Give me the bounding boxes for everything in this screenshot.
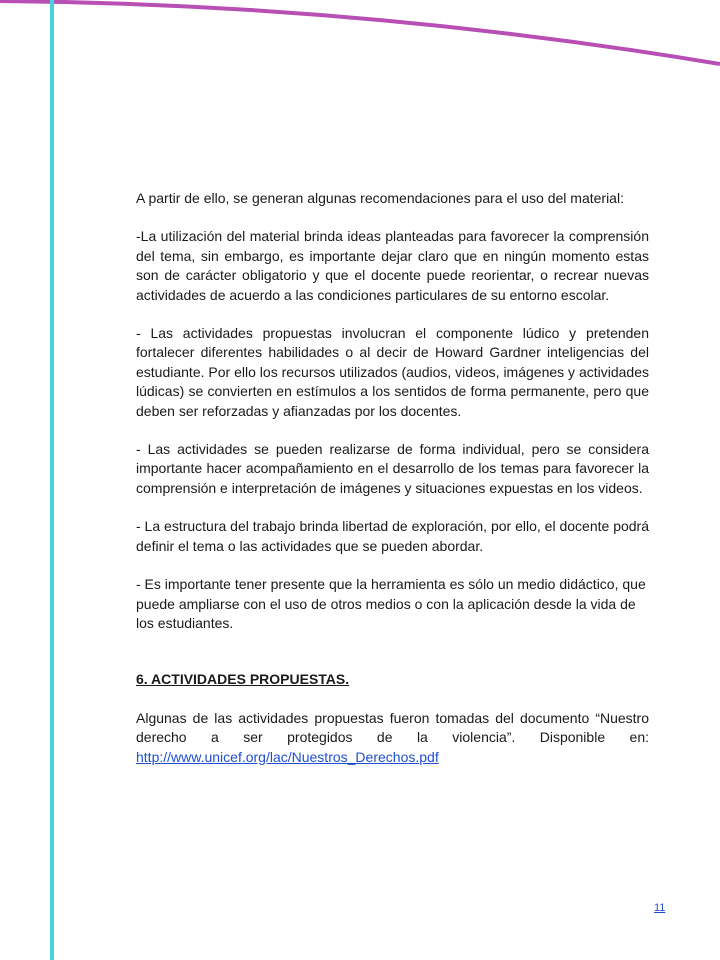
source-link[interactable]: http://www.unicef.org/lac/Nuestros_Derechos.pdf xyxy=(136,748,439,765)
decorative-curve xyxy=(0,0,720,100)
page-number: 11 xyxy=(654,902,666,914)
recommendation-3: - Las actividades se pueden realizarse de forma individual, pero se considera importante hacer acompañamiento en el desarrollo de los temas para favorecer la comprensión e interpretación de imágenes y situaciones expuestas en los videos. xyxy=(136,441,649,496)
left-margin-line xyxy=(50,0,54,960)
recommendation-1: -La utilización del material brinda ideas planteadas para favorecer la comprensión del tema, sin embargo, es importante dejar claro que en ningún momento estas son de carácter obligatorio y que el docente puede reorientar, o recrear nuevas actividades de acuerdo a las condiciones particulares de su entorno escolar. xyxy=(136,228,649,303)
recommendation-2: - Las actividades propuestas involucran el componente lúdico y pretenden fortalecer diferentes habilidades o al decir de Howard Gardner inteligencias del estudiante. Por ello los recursos utilizados (audios, videos, imágenes y actividades lúdicas) se convierten en estímulos a los sentidos de forma permanente, pero que deben ser reforzadas y afianzadas por los docentes. xyxy=(136,325,649,419)
intro-paragraph: A partir de ello, se generan algunas recomendaciones para el uso del material: xyxy=(136,190,624,206)
recommendation-5: - Es importante tener presente que la herramienta es sólo un medio didáctico, que puede ampliarse con el uso de otros medios o con la aplicación desde la vida de los estudiantes. xyxy=(136,576,646,631)
source-paragraph xyxy=(136,709,649,767)
document-body xyxy=(136,189,649,767)
section-heading: 6. ACTIVIDADES PROPUESTAS. xyxy=(136,671,350,688)
source-text: Algunas de las actividades propuestas fueron tomadas del documento “Nuestro derecho a ser protegidos de la violencia”. Disponible en: xyxy=(136,709,649,746)
recommendation-4: - La estructura del trabajo brinda libertad de exploración, por ello, el docente podrá definir el tema o las actividades que se pueden abordar. xyxy=(136,518,649,554)
